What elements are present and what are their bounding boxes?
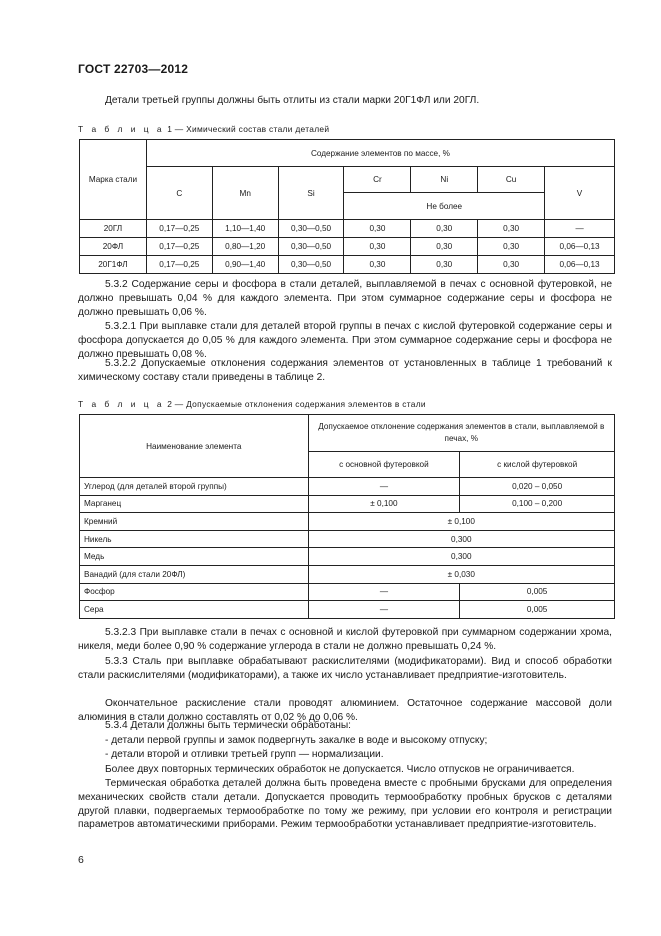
table1-header-cr: Cr bbox=[344, 167, 411, 193]
table-cell: — bbox=[308, 601, 460, 619]
table1-header-v: V bbox=[545, 167, 615, 220]
page-number: 6 bbox=[78, 854, 84, 866]
table-cell: 0,30 bbox=[411, 256, 478, 274]
paragraph-5-3-2-2: 5.3.2.2 Допускаемые отклонения содержания элементов от установленных в таблице 1 требований к химическому составу стали приведены в таблице 2. bbox=[78, 358, 612, 383]
table-row bbox=[80, 548, 615, 566]
table-cell: Углерод (для деталей второй группы) bbox=[80, 478, 309, 496]
table2-caption-title: 2 — Допускаемые отклонения содержания элементов в стали bbox=[167, 399, 426, 409]
table-cell: 0,80—1,20 bbox=[212, 238, 278, 256]
table-cell: — bbox=[308, 478, 460, 496]
table2-header-basic: с основной футеровкой bbox=[308, 452, 460, 478]
table-cell: 0,17—0,25 bbox=[146, 256, 212, 274]
intro-paragraph: Детали третьей группы должны быть отлиты из стали марки 20Г1ФЛ или 20ГЛ. bbox=[105, 95, 480, 106]
table-cell: 0,06—0,13 bbox=[545, 256, 615, 274]
table-cell: — bbox=[545, 220, 615, 238]
table2-caption-word: Т а б л и ц а bbox=[78, 399, 165, 409]
document-header: ГОСТ 22703—2012 bbox=[78, 62, 189, 76]
table-cell: 0,30 bbox=[344, 220, 411, 238]
table1-caption-title: 1 — Химический состав стали деталей bbox=[167, 124, 330, 134]
paragraph-heat-treatment-samples: Термическая обработка деталей должна быть проведена вместе с пробными брусками для определения механических свойств стали детали. Допускается проводить термообработку пробных брусков с деталями другой плавки, подвергаемых термообработке по тому же режиму, при условии его контроля и регистрации параметров автоматическими приборами. Режим термообработки устанавливает предприятие-изготовитель. bbox=[78, 778, 612, 831]
table-cell: Сера bbox=[80, 601, 309, 619]
table1-caption bbox=[78, 124, 329, 134]
table1-caption-word: Т а б л и ц а bbox=[78, 124, 165, 134]
table-row bbox=[80, 478, 615, 496]
table-row bbox=[80, 530, 615, 548]
table-row bbox=[80, 495, 615, 513]
table-cell: 0,300 bbox=[308, 548, 614, 566]
table2-header-name: Наименование элемента bbox=[80, 415, 309, 478]
table-cell: 0,90—1,40 bbox=[212, 256, 278, 274]
table2-header-deviation: Допускаемое отклонение содержания элементов в стали, выплавляемой в печах, % bbox=[308, 415, 614, 452]
table-cell: 0,30 bbox=[411, 238, 478, 256]
table-cell: 0,020 – 0,050 bbox=[460, 478, 615, 496]
paragraph-5-3-2-3: 5.3.2.3 При выплавке стали в печах с основной и кислой футеровкой при суммарном содержании хрома, никеля, меди более 0,90 % содержание углерода в стали не должно превышать 0,24 %. bbox=[78, 627, 612, 652]
paragraph-5-3-2-1: 5.3.2.1 При выплавке стали для деталей второй группы в печах с кислой футеровкой содержание серы и фосфора допускается до 0,05 % для каждого элемента. При этом суммарное содержание серы и фосфора не должно превышать 0,08 %. bbox=[78, 321, 612, 360]
table-cell: 0,30 bbox=[344, 238, 411, 256]
table-cell: 0,30 bbox=[478, 238, 545, 256]
table-row bbox=[80, 256, 615, 274]
table-cell: 0,30—0,50 bbox=[278, 220, 344, 238]
table-cell: 0,005 bbox=[460, 601, 615, 619]
table-cell: 0,30—0,50 bbox=[278, 256, 344, 274]
table-cell: Ванадий (для стали 20ФЛ) bbox=[80, 565, 309, 583]
paragraph-5-3-2: 5.3.2 Содержание серы и фосфора в стали деталей, выплавляемой в печах с основной футеровкой, не должно превышать 0,04 % для каждого элемента. При этом суммарное содержание серы и фосфора не должно превышать 0,06 %. bbox=[78, 279, 612, 318]
table-row bbox=[80, 513, 615, 531]
table-cell: 0,17—0,25 bbox=[146, 220, 212, 238]
table-cell: Кремний bbox=[80, 513, 309, 531]
table-row bbox=[80, 601, 615, 619]
table-cell: ± 0,100 bbox=[308, 513, 614, 531]
table-row bbox=[80, 565, 615, 583]
table-cell: — bbox=[308, 583, 460, 601]
table1-header-grade: Марка стали bbox=[80, 140, 147, 220]
table-cell: Фосфор bbox=[80, 583, 309, 601]
table-row bbox=[80, 583, 615, 601]
table-cell: 0,100 – 0,200 bbox=[460, 495, 615, 513]
table1-header-max: Не более bbox=[344, 193, 545, 220]
paragraph-5-3-4: 5.3.4 Детали должны быть термически обработаны: bbox=[105, 720, 352, 731]
table-cell: 0,17—0,25 bbox=[146, 238, 212, 256]
table-cell: 0,300 bbox=[308, 530, 614, 548]
table-cell: Никель bbox=[80, 530, 309, 548]
table-cell: 20Г1ФЛ bbox=[80, 256, 147, 274]
table-cell: 0,30 bbox=[478, 256, 545, 274]
list-item: - детали первой группы и замок подвергнуть закалке в воде и высокому отпуску; bbox=[105, 735, 488, 746]
table-cell: 20ФЛ bbox=[80, 238, 147, 256]
table1-header-content: Содержание элементов по массе, % bbox=[146, 140, 614, 167]
table1-header-si: Si bbox=[278, 167, 344, 220]
table-cell: ± 0,030 bbox=[308, 565, 614, 583]
table-row bbox=[80, 220, 615, 238]
table-cell: 0,06—0,13 bbox=[545, 238, 615, 256]
table-row bbox=[80, 238, 615, 256]
paragraph-5-3-3-aluminium: Окончательное раскисление стали проводят алюминием. Остаточное содержание массовой доли алюминия в стали должно составлять от 0,02 % до 0,06 %. bbox=[78, 698, 612, 723]
table-cell: Марганец bbox=[80, 495, 309, 513]
table2-caption bbox=[78, 399, 426, 409]
table1-header-c: C bbox=[146, 167, 212, 220]
list-item: - детали второй и отливки третьей групп — нормализации. bbox=[105, 749, 384, 760]
table-cell: 20ГЛ bbox=[80, 220, 147, 238]
chemical-composition-table bbox=[79, 139, 615, 274]
paragraph-5-3-3: 5.3.3 Сталь при выплавке обрабатывают раскислителями (модификаторами). Вид и способ обработки стали раскислителями (модификаторами), а также их число устанавливает предприятие-изготовитель. bbox=[78, 656, 612, 681]
table1-header-ni: Ni bbox=[411, 167, 478, 193]
table-cell: 0,30—0,50 bbox=[278, 238, 344, 256]
table-cell: 1,10—1,40 bbox=[212, 220, 278, 238]
table-cell: 0,30 bbox=[411, 220, 478, 238]
table-cell: ± 0,100 bbox=[308, 495, 460, 513]
paragraph-heat-treatment-limit: Более двух повторных термических обработок не допускается. Число отпусков не ограничивается. bbox=[105, 764, 575, 775]
table2-header-acid: с кислой футеровкой bbox=[460, 452, 615, 478]
deviations-table bbox=[79, 414, 615, 619]
table1-header-cu: Cu bbox=[478, 167, 545, 193]
table-cell: Медь bbox=[80, 548, 309, 566]
table1-header-mn: Mn bbox=[212, 167, 278, 220]
table-cell: 0,30 bbox=[478, 220, 545, 238]
table-cell: 0,30 bbox=[344, 256, 411, 274]
table-cell: 0,005 bbox=[460, 583, 615, 601]
